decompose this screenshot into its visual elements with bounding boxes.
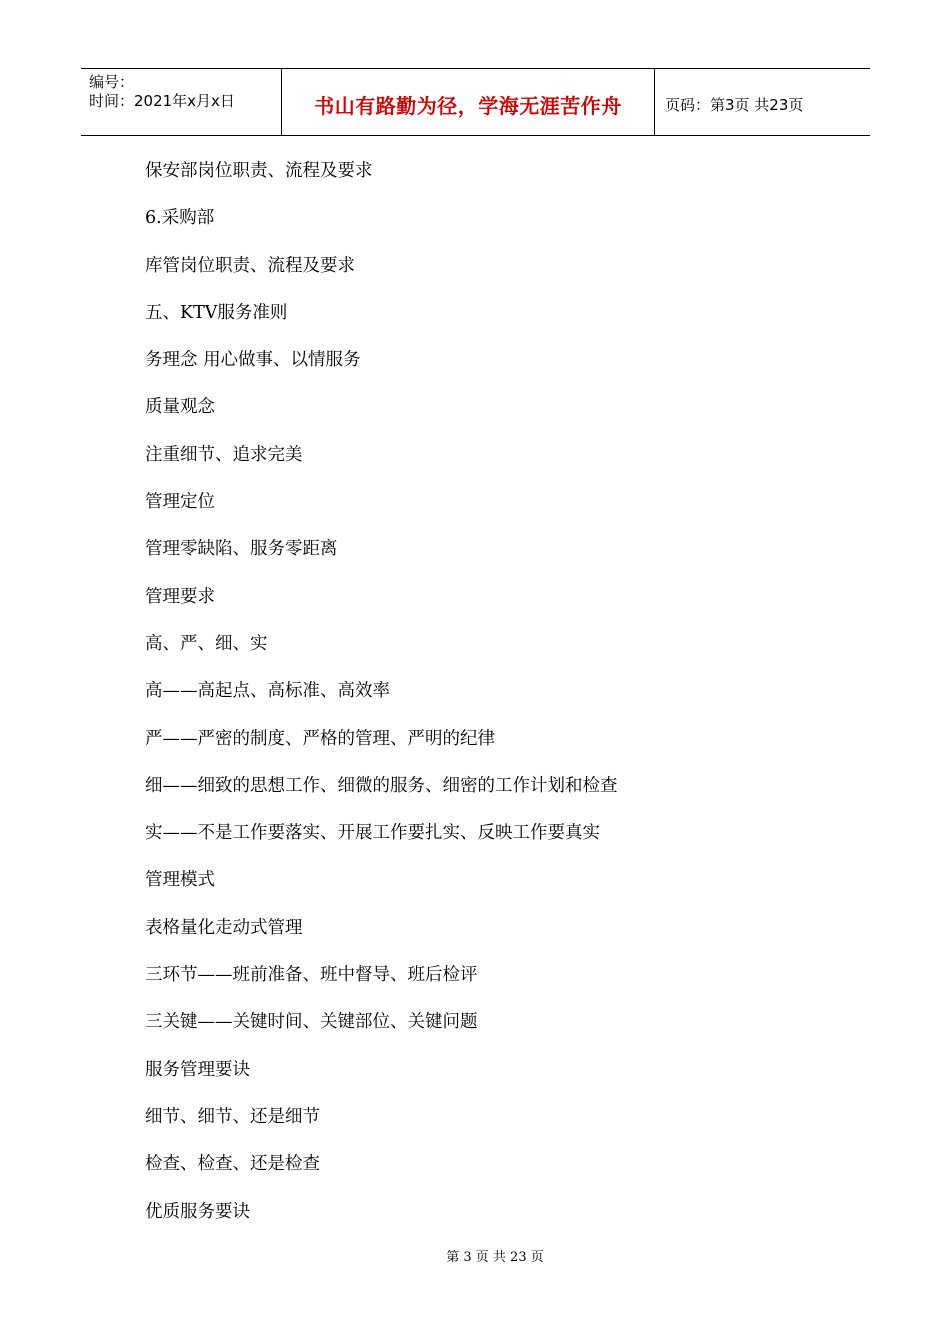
page-footer xyxy=(0,1246,950,1265)
text-line: 表格量化走动式管理 xyxy=(145,917,303,938)
text-line: 管理零缺陷、服务零距离 xyxy=(145,539,338,560)
header-motto-cell xyxy=(282,69,655,135)
header-motto: 书山有路勤为径，学海无涯苦作舟 xyxy=(314,93,622,118)
text-line: 保安部岗位职责、流程及要求 xyxy=(145,161,373,181)
text-line: 管理要求 xyxy=(145,586,215,607)
text-line: 管理模式 xyxy=(145,870,215,891)
page-header xyxy=(81,68,870,136)
footer-page-number: 第 3 页 共 23 页 xyxy=(446,1250,544,1265)
text-line: 严——严密的制度、严格的管理、严明的纪律 xyxy=(145,728,495,749)
text-line: 高——高起点、高标准、高效率 xyxy=(145,681,390,702)
text-line: 实——不是工作要落实、开展工作要扎实、反映工作要真实 xyxy=(145,823,600,844)
header-page-info: 页码：第3页 共23页 xyxy=(665,95,804,114)
text-line: 三环节——班前准备、班中督导、班后检评 xyxy=(145,965,478,986)
text-line: 质量观念 xyxy=(145,397,215,418)
text-line: 6.采购部 xyxy=(145,208,215,229)
text-line: 库管岗位职责、流程及要求 xyxy=(145,255,355,276)
header-page-cell xyxy=(655,69,870,135)
document-number-label: 编号： xyxy=(89,73,135,91)
text-line: 细节、细节、还是细节 xyxy=(145,1106,320,1127)
text-line: 注重细节、追求完美 xyxy=(145,444,303,465)
text-line: 管理定位 xyxy=(145,492,215,513)
document-body xyxy=(145,156,618,1244)
text-line: 三关键——关键时间、关键部位、关键问题 xyxy=(145,1012,478,1033)
text-line: 细——细致的思想工作、细微的服务、细密的工作计划和检查 xyxy=(145,775,618,796)
text-line: 检查、检查、还是检查 xyxy=(145,1154,320,1175)
text-line: 五、KTV服务准则 xyxy=(145,302,288,323)
document-date: 时间：2021年x月x日 xyxy=(89,92,235,110)
text-line: 优质服务要诀 xyxy=(145,1201,250,1222)
text-line: 务理念 用心做事、以情服务 xyxy=(145,350,361,371)
text-line: 高、严、细、实 xyxy=(145,633,268,654)
text-line: 服务管理要诀 xyxy=(145,1059,250,1080)
header-meta xyxy=(81,69,282,135)
